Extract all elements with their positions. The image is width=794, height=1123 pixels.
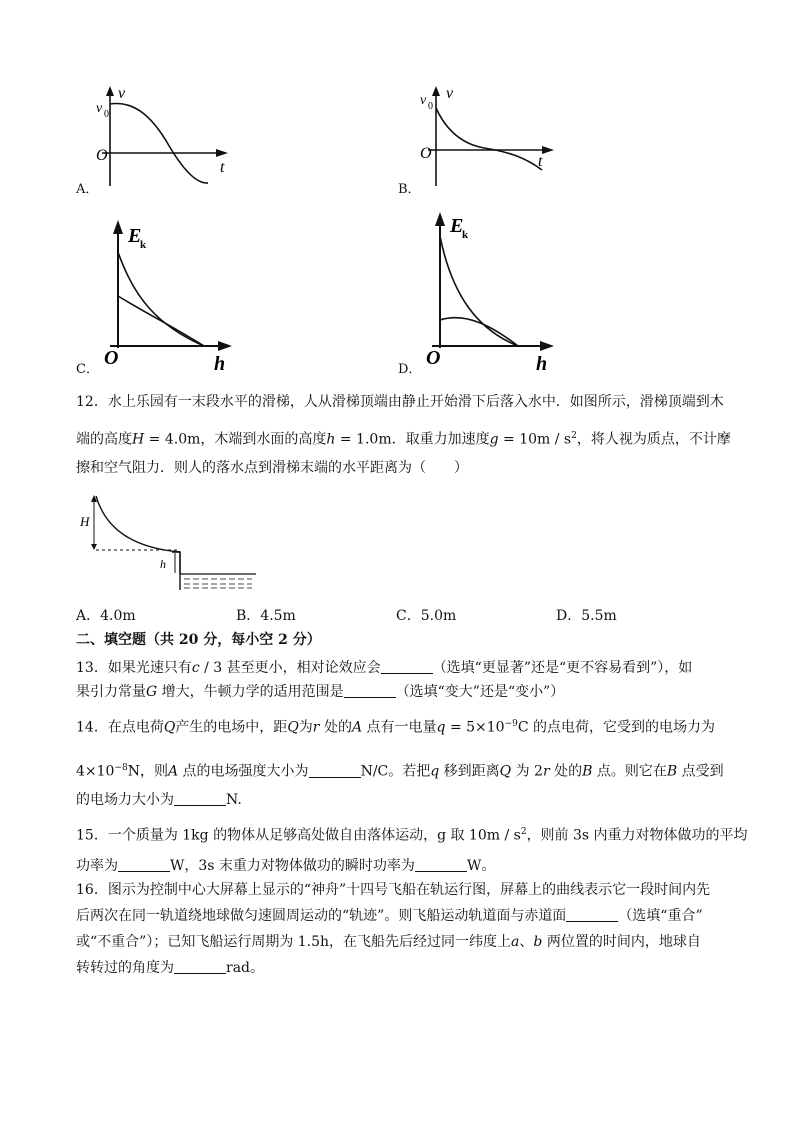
q16-var-a: a [511, 934, 520, 950]
q12-option-b: B．4.5m [236, 608, 296, 624]
q14-text: 产生的电场中，距 [175, 719, 288, 736]
q15-text: 15．一个质量为 1kg 的物体从足够高处做自由落体运动，g 取 10m / s [76, 827, 521, 844]
q12-text: = 4.0m，木端到水面的高度 [144, 431, 327, 448]
q15-line1 [76, 822, 748, 846]
graph-d-x-label: h [536, 353, 548, 372]
graph-d-option-label: D． [398, 362, 422, 377]
q16-text: 、 [519, 934, 534, 950]
q12-option-d: D．5.5m [556, 608, 617, 624]
q16-line4 [76, 958, 264, 978]
q14-text: 处的 [319, 719, 352, 736]
graph-d-x-arrow [540, 341, 554, 351]
graph-c-origin: O [104, 347, 119, 369]
q15-sup: 2 [520, 827, 527, 837]
q12-text: 端的高度 [76, 431, 132, 448]
q15-line2 [76, 856, 495, 876]
q13-blank-1[interactable] [381, 659, 433, 674]
q16-text: rad。 [226, 960, 265, 976]
q14-text: N，则 [127, 763, 168, 780]
q14-text: 为 2 [511, 763, 543, 780]
q14-text: 为 [298, 719, 313, 736]
q14-sup: −8 [114, 763, 128, 773]
q12-var-g: g [489, 431, 499, 448]
graph-c-curve-upper [118, 252, 204, 346]
graph-c-option-label: C． [76, 362, 99, 377]
q14-text: 点的电场强度大小为 [178, 763, 309, 780]
q16-var-b: b [533, 934, 543, 950]
graph-a-curve [110, 103, 208, 183]
q14-text: C 的点电荷，它受到的电场力为 [517, 719, 716, 736]
graph-a-origin: O [96, 147, 108, 164]
q16-blank-1[interactable] [566, 907, 618, 922]
q15-text: 功率为 [76, 858, 118, 874]
q15-blank-2[interactable] [415, 857, 467, 872]
q12-option-a: A．4.0m [76, 608, 136, 624]
q13-var-g: G [146, 684, 158, 700]
q14-text: 移到距离 [439, 763, 500, 780]
q14-text: N. [226, 792, 242, 808]
q12-line2 [76, 426, 731, 450]
q14-var: q [436, 719, 446, 736]
q12-text: = 1.0m．取重力加速度 [335, 431, 490, 448]
q14-sup: −9 [504, 719, 518, 729]
q16-text: （选填“重合” [618, 908, 703, 924]
q12-var-h-lower: h [326, 431, 336, 448]
q14-text: N/C。若把 [360, 763, 431, 780]
q12-var-h-upper: H [132, 431, 145, 448]
q15-text: W，3s 末重力对物体做功的瞬时功率为 [170, 858, 415, 874]
graph-c-y-arrow [113, 220, 123, 234]
graph-d-curve-lower [440, 318, 518, 346]
graph-d-origin: O [426, 347, 441, 369]
q14-line2 [76, 758, 724, 782]
q15-text: W。 [466, 858, 496, 874]
graph-d-y-sub: k [462, 229, 469, 241]
graph-c-y-sub: k [140, 239, 147, 251]
q14-var: Q [499, 763, 512, 780]
q14-text: 点。则它在 [592, 763, 667, 780]
q16-line1: 16．图示为控制中心大屏幕上显示的“神舟”十四号飞船在轨运行图，屏幕上的曲线表示它一段时间内先 [76, 882, 711, 898]
q12-text: ，将人视为质点，不计摩 [576, 431, 731, 448]
graph-b-y-label: v [446, 85, 454, 102]
q16-text: 后两次在同一轨道绕地球做匀速圆周运动的“轨迹”。则飞船运动轨道面与赤道面 [76, 908, 567, 924]
graph-b-v0-sub: 0 [428, 101, 433, 112]
q14-text: 4×10 [76, 763, 115, 780]
fig-label-h-upper: H [80, 514, 90, 529]
q12-line3: 擦和空气阻力．则人的落水点到滑梯末端的水平距离为（ ） [76, 460, 468, 476]
graph-a-x-arrow [216, 149, 228, 157]
graph-a-v0-label: v [96, 101, 103, 116]
graph-a-y-label: v [118, 85, 126, 102]
q14-text: 的电场力大小为 [76, 792, 174, 808]
q16-text: 或“不重合”）；已知飞船运行周期为 1.5h，在飞船先后经过同一纬度上 [76, 934, 512, 950]
graph-a [96, 82, 246, 192]
q12-text: = 10m / s [498, 431, 572, 448]
arrowhead-icon [91, 544, 97, 550]
q15-blank-1[interactable] [118, 857, 170, 872]
graph-c-x-arrow [218, 341, 232, 351]
graph-c-y-label: E [128, 225, 142, 247]
q16-line2 [76, 906, 703, 926]
q13-text: / 3 甚至更小，相对论效应会 [199, 660, 381, 676]
q14-blank-1[interactable] [309, 763, 361, 778]
q14-text: 处的 [549, 763, 583, 780]
q14-var: A [167, 763, 179, 780]
graph-d-curve-upper [440, 236, 518, 346]
q13-text: （选填“更显著”还是“更不容易看到”），如 [432, 660, 693, 676]
fig-label-h-lower: h [160, 557, 166, 571]
q14-var: Q [163, 719, 176, 736]
q14-text: 点受到 [677, 763, 724, 780]
graph-a-y-arrow [106, 86, 114, 96]
q12-slide-figure [74, 490, 260, 590]
q12-sup: 2 [571, 431, 577, 441]
q14-var: B [582, 763, 593, 780]
graph-d [422, 206, 562, 372]
q14-blank-2[interactable] [174, 791, 226, 806]
q14-line3 [76, 790, 242, 810]
q16-line3 [76, 932, 701, 952]
q16-text: 两位置的时间内，地球自 [542, 934, 701, 950]
graph-d-y-label: E [450, 215, 464, 237]
q14-var: r [312, 719, 320, 736]
q14-text: 14．在点电荷 [76, 719, 164, 736]
graph-b-x-label: t [538, 153, 543, 170]
q12-option-c: C．5.0m [396, 608, 457, 624]
slide-platform [172, 552, 180, 574]
q14-var: Q [287, 719, 299, 736]
q12-line1: 12．水上乐园有一末段水平的滑梯，人从滑梯顶端由静止开始滑下后落入水中．如图所示，滑梯顶端到木 [76, 394, 724, 410]
graph-b-curve [436, 108, 542, 170]
graph-b-y-arrow [432, 86, 440, 96]
q14-var: B [666, 763, 678, 780]
section-title-fill-blank: 二、填空题（共 20 分，每小空 2 分） [76, 632, 321, 648]
slide-curve [96, 496, 180, 552]
q15-text: ，则前 3s 内重力对物体做功的平均 [526, 827, 748, 844]
graph-a-v0-sub: 0 [104, 109, 109, 120]
graph-b-option-label: B． [398, 182, 421, 197]
q14-text: 点有一电量 [362, 719, 437, 736]
q14-var: q [430, 763, 440, 780]
q13-text: 果引力常量 [76, 684, 146, 700]
graph-c-x-label: h [214, 353, 226, 372]
graph-a-x-label: t [220, 159, 225, 176]
q16-text: 转转过的角度为 [76, 960, 174, 976]
graph-b-origin: O [420, 145, 432, 162]
q13-text: 增大，牛顿力学的适用范围是 [157, 684, 344, 700]
q16-blank-2[interactable] [174, 959, 226, 974]
graph-a-option-label: A． [76, 182, 99, 197]
q14-line1 [76, 714, 715, 738]
q13-line2 [76, 682, 564, 702]
graph-c-curve-lower [118, 296, 204, 346]
q14-text: = 5×10 [445, 719, 505, 736]
q13-text: 13．如果光速只有 [76, 660, 192, 676]
graph-c [100, 216, 240, 372]
graph-b-x-arrow [542, 146, 554, 154]
q14-var: r [542, 763, 550, 780]
graph-d-y-arrow [435, 212, 445, 226]
q14-var: A [351, 719, 363, 736]
q13-var-c: c [191, 660, 200, 676]
graph-b-v0-label: v [420, 93, 427, 108]
graph-b [418, 82, 568, 192]
q13-text: （选填“变大”还是“变小”） [395, 684, 565, 700]
q13-blank-2[interactable] [344, 683, 396, 698]
q13-line1 [76, 658, 692, 678]
